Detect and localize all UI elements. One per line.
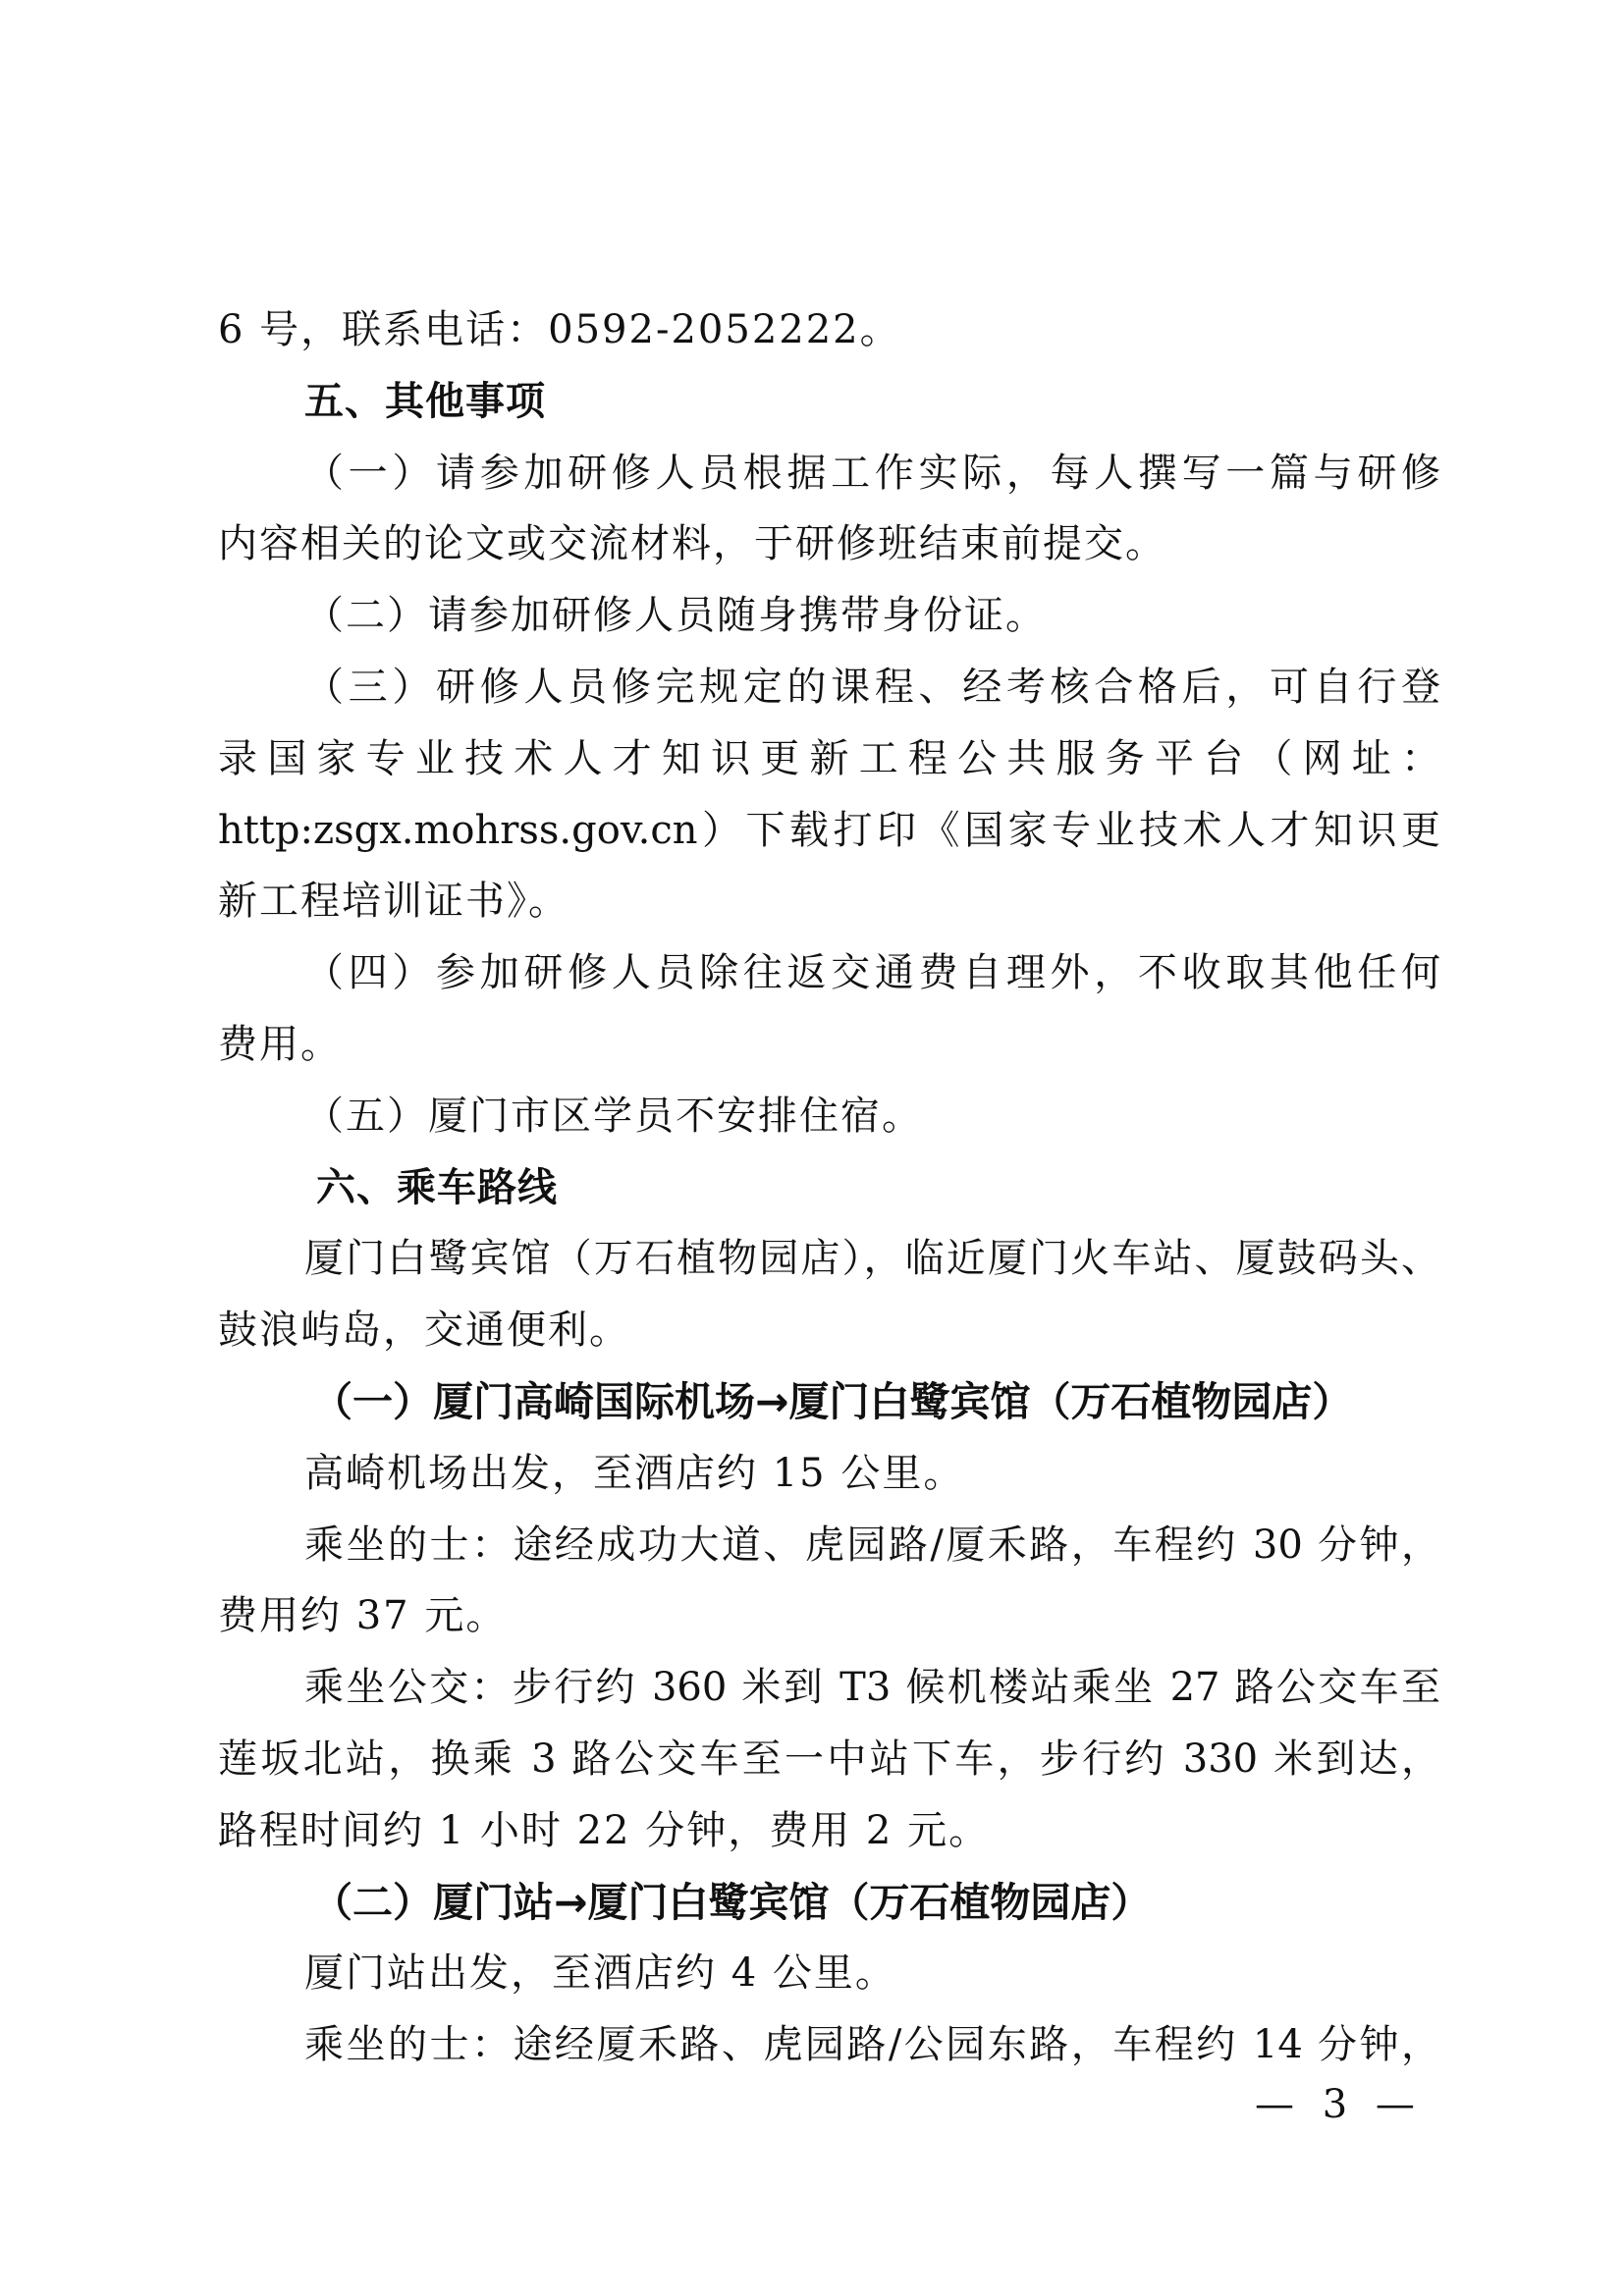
paragraph-line: 费用。 [218, 1022, 342, 1067]
section-heading-routes: 六、乘车路线 [316, 1165, 558, 1210]
paragraph-line-contact-phone: 6 号，联系电话：0592-2052222。 [218, 307, 901, 352]
paragraph-line: 乘坐公交：步行约 360 米到 T3 候机楼站乘坐 27 路公交车至 [304, 1665, 1440, 1710]
paragraph-line: 厦门站出发，至酒店约 4 公里。 [304, 1950, 896, 1996]
paragraph-line: 乘坐的士：途经厦禾路、虎园路/公园东路，车程约 14 分钟， [304, 2022, 1440, 2067]
paragraph-line: 高崎机场出发，至酒店约 15 公里。 [304, 1451, 965, 1496]
paragraph-line: 费用约 37 元。 [218, 1593, 508, 1638]
paragraph-line: 厦门白鹭宾馆（万石植物园店），临近厦门火车站、厦鼓码头、 [304, 1236, 1440, 1281]
paragraph-line: （四）参加研修人员除往返交通费自理外，不收取其他任何 [304, 950, 1440, 995]
subheading-airport-route: （一）厦门高崎国际机场→厦门白鹭宾馆（万石植物园店） [312, 1378, 1353, 1425]
paragraph-line: 录国家专业技术人才知识更新工程公共服务平台（网址： [218, 736, 1440, 781]
paragraph-line: 鼓浪屿岛，交通便利。 [218, 1308, 630, 1353]
paragraph-line: 新工程培训证书》。 [218, 879, 569, 924]
subheading-station-route: （二）厦门站→厦门白鹭宾馆（万石植物园店） [312, 1879, 1152, 1926]
paragraph-line: 乘坐的士：途经成功大道、虎园路/厦禾路，车程约 30 分钟， [304, 1522, 1440, 1568]
paragraph-line: （三）研修人员修完规定的课程、经考核合格后，可自行登 [304, 665, 1440, 710]
paragraph-line: （一）请参加研修人员根据工作实际，每人撰写一篇与研修 [304, 451, 1440, 496]
page-number: — 3 — [1255, 2082, 1423, 2127]
paragraph-line: 莲坂北站，换乘 3 路公交车至一中站下车，步行约 330 米到达， [218, 1736, 1440, 1782]
paragraph-line: 内容相关的论文或交流材料，于研修班结束前提交。 [218, 521, 1166, 566]
section-heading-other-matters: 五、其他事项 [304, 379, 546, 424]
paragraph-line: 路程时间约 1 小时 22 分钟，费用 2 元。 [218, 1808, 991, 1853]
paragraph-line-url: http:zsgx.mohrss.gov.cn）下载打印《国家专业技术人才知识更 [218, 808, 1440, 853]
paragraph-line: （二）请参加研修人员随身携带身份证。 [304, 593, 1047, 638]
paragraph-line: （五）厦门市区学员不安排住宿。 [304, 1094, 923, 1139]
